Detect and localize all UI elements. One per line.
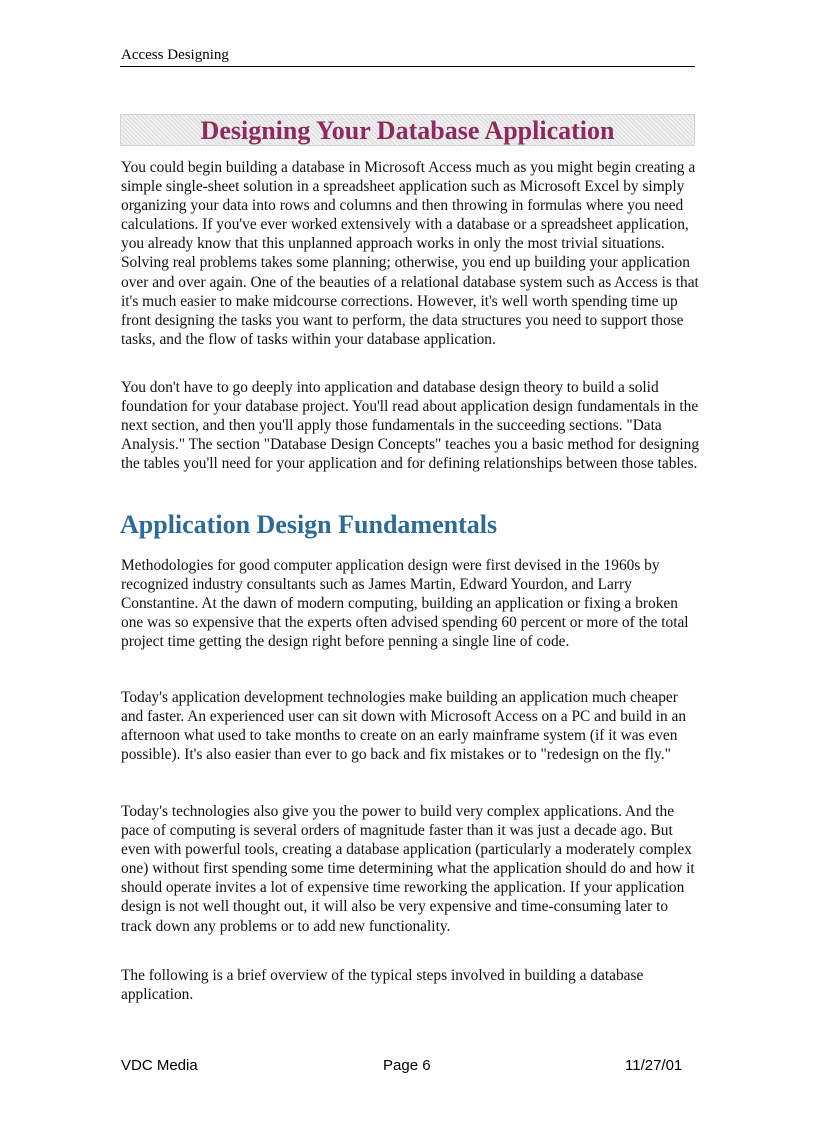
section-paragraph-3: Today's technologies also give you the power to build very complex applications. And the pace of computing is several orders of magnitude faster than it was just a decade ago. But even with powerful tools, creating a database application (particularly a moderately complex one) without first spending some time determining what the application should do and how it should operate invites a lot of expensive time reworking the application. If your application design is not well thought out, it will also be very expensive and time-consuming later to track down any problems or to add new functionality. — [121, 803, 695, 935]
header-rule — [120, 66, 695, 67]
running-header: Access Designing — [121, 47, 229, 63]
intro-paragraph-1: You could begin building a database in Microsoft Access much as you might begin creating a simple single-sheet solution in a spreadsheet application such as Microsoft Excel by simply organizing your data into rows and columns and then throwing in formulas where you need calculations. If you've ever worked extensively with a database or a spreadsheet application, you already know that this unplanned approach works in only the most trivial situations. Solving real problems takes some planning; otherwise, you end up building your application over and over again. One of the beauties of a relational database system such as Access is that it's much easier to make midcourse corrections. However, it's well worth spending time up front designing the tasks you want to perform, the data structures you need to support those tasks, and the flow of tasks within your database application. — [121, 159, 699, 348]
page-title: Designing Your Database Application — [200, 116, 615, 145]
footer-page-number: Page 6 — [383, 1057, 431, 1074]
section-heading: Application Design Fundamentals — [120, 510, 498, 539]
section-paragraph-4: The following is a brief overview of the typical steps involved in building a database application. — [121, 967, 644, 1004]
title-banner — [120, 114, 695, 146]
footer-publisher: VDC Media — [121, 1057, 198, 1074]
intro-paragraph-2: You don't have to go deeply into application and database design theory to build a solid foundation for your database project. You'll read about application design fundamentals in the next section, and then you'll apply those fundamentals in the succeeding sections. "Data Analysis." The section "Database Design Concepts" teaches you a basic method for designing the tables you'll need for your application and for defining relationships between those tables. — [121, 379, 700, 473]
footer-date: 11/27/01 — [625, 1057, 683, 1074]
section-paragraph-2: Today's application development technologies make building an application much cheaper and faster. An experienced user can sit down with Microsoft Access on a PC and build in an afternoon what used to take months to create on an early mainframe system (if it was even possible). It's also easier than ever to go back and fix mistakes or to "redesign on the fly." — [121, 689, 687, 764]
section-paragraph-1: Methodologies for good computer application design were first devised in the 1960s by recognized industry consultants such as James Martin, Edward Yourdon, and Larry Constantine. At the dawn of modern computing, building an application or fixing a broken one was so expensive that the experts often advised spending 60 percent or more of the total project time getting the design right before penning a single line of code. — [121, 557, 689, 651]
